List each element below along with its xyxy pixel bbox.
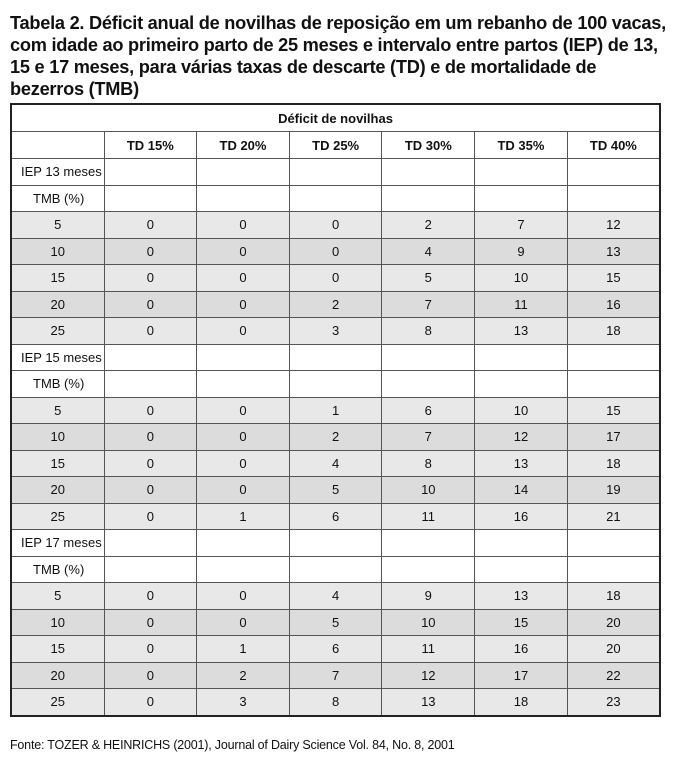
tmb-value: 5 [11,583,104,610]
column-header: TD 25% [289,132,382,159]
table-row [11,636,660,663]
deficit-value: 1 [197,636,290,663]
deficit-value: 7 [382,424,475,451]
deficit-value: 4 [289,583,382,610]
table-row [11,265,660,292]
deficit-value: 23 [567,689,660,716]
deficit-value: 11 [475,291,568,318]
deficit-value: 0 [104,291,197,318]
deficit-value: 0 [197,609,290,636]
table-row [11,424,660,451]
empty-cell [567,344,660,371]
deficit-value: 15 [567,265,660,292]
empty-cell [197,371,290,398]
deficit-value: 4 [382,238,475,265]
deficit-value: 0 [289,238,382,265]
deficit-value: 17 [567,424,660,451]
deficit-value: 20 [567,636,660,663]
empty-cell [567,530,660,557]
deficit-value: 14 [475,477,568,504]
empty-cell [382,185,475,212]
deficit-value: 16 [475,636,568,663]
deficit-value: 0 [197,238,290,265]
table-body [11,159,660,716]
deficit-value: 15 [475,609,568,636]
tmb-value: 20 [11,662,104,689]
empty-cell [382,530,475,557]
empty-cell [382,159,475,186]
tmb-value: 20 [11,477,104,504]
group-sublabel-row [11,556,660,583]
table-row [11,609,660,636]
deficit-value: 1 [197,503,290,530]
table-row [11,291,660,318]
table-row [11,212,660,239]
tmb-value: 25 [11,318,104,345]
deficit-value: 10 [475,265,568,292]
deficit-value: 18 [567,318,660,345]
deficit-value: 10 [475,397,568,424]
tmb-value: 10 [11,424,104,451]
deficit-value: 0 [104,662,197,689]
table-row [11,450,660,477]
table-row [11,318,660,345]
deficit-value: 8 [289,689,382,716]
deficit-value: 0 [289,212,382,239]
tmb-label: TMB (%) [11,371,104,398]
table-caption: Tabela 2. Déficit anual de novilhas de reposição em um rebanho de 100 vacas, com idade ao primeiro parto de 25 meses e intervalo entre partos (IEP) de 13, 15 e 17 meses, para várias taxas de descarte (TD) e de mortalidade de bezerros (TMB) [10,13,666,99]
deficit-value: 0 [197,424,290,451]
deficit-value: 10 [382,609,475,636]
deficit-value: 5 [289,609,382,636]
empty-cell [475,530,568,557]
empty-cell [567,185,660,212]
empty-cell [475,185,568,212]
deficit-value: 1 [289,397,382,424]
empty-cell [104,556,197,583]
empty-cell [567,371,660,398]
empty-cell [567,556,660,583]
deficit-value: 0 [197,397,290,424]
empty-cell [197,159,290,186]
deficit-value: 0 [197,318,290,345]
deficit-value: 0 [104,477,197,504]
deficit-value: 13 [475,318,568,345]
group-label-row [11,159,660,186]
deficit-value: 3 [197,689,290,716]
column-header: TD 40% [567,132,660,159]
deficit-value: 12 [475,424,568,451]
deficit-value: 8 [382,318,475,345]
deficit-value: 17 [475,662,568,689]
deficit-value: 18 [567,583,660,610]
tmb-value: 25 [11,503,104,530]
deficit-value: 7 [382,291,475,318]
empty-cell [567,159,660,186]
deficit-value: 7 [289,662,382,689]
deficit-value: 2 [289,291,382,318]
tmb-value: 20 [11,291,104,318]
empty-cell [382,556,475,583]
empty-cell [104,530,197,557]
deficit-value: 3 [289,318,382,345]
deficit-value: 5 [289,477,382,504]
tmb-value: 5 [11,397,104,424]
deficit-value: 8 [382,450,475,477]
empty-cell [104,185,197,212]
deficit-value: 11 [382,503,475,530]
deficit-value: 0 [104,636,197,663]
empty-cell [475,371,568,398]
deficit-value: 12 [382,662,475,689]
deficit-table [10,103,661,717]
deficit-value: 0 [197,212,290,239]
deficit-value: 2 [197,662,290,689]
empty-cell [289,371,382,398]
deficit-value: 22 [567,662,660,689]
group-sublabel-row [11,371,660,398]
deficit-value: 0 [289,265,382,292]
empty-cell [289,556,382,583]
deficit-value: 13 [567,238,660,265]
column-header-row [11,132,660,159]
deficit-value: 0 [104,503,197,530]
deficit-value: 6 [289,636,382,663]
deficit-value: 0 [197,265,290,292]
tmb-value: 5 [11,212,104,239]
header-group: Déficit de novilhas [11,104,660,132]
deficit-value: 0 [104,238,197,265]
tmb-label: TMB (%) [11,185,104,212]
deficit-value: 5 [382,265,475,292]
table-row [11,583,660,610]
column-header: TD 15% [104,132,197,159]
column-header: TD 35% [475,132,568,159]
deficit-value: 0 [104,583,197,610]
deficit-value: 9 [382,583,475,610]
tmb-label: TMB (%) [11,556,104,583]
group-label-row [11,530,660,557]
table-row [11,689,660,716]
deficit-value: 10 [382,477,475,504]
deficit-value: 11 [382,636,475,663]
empty-cell [197,556,290,583]
deficit-value: 2 [289,424,382,451]
empty-cell [475,159,568,186]
deficit-value: 4 [289,450,382,477]
group-label: IEP 13 meses [11,159,104,186]
empty-cell [289,344,382,371]
deficit-value: 13 [475,450,568,477]
deficit-value: 0 [104,318,197,345]
empty-cell [104,344,197,371]
deficit-value: 20 [567,609,660,636]
deficit-value: 9 [475,238,568,265]
tmb-value: 10 [11,238,104,265]
deficit-value: 0 [104,609,197,636]
group-label-row [11,344,660,371]
source-note: Fonte: TOZER & HEINRICHS (2001), Journal of Dairy Science Vol. 84, No. 8, 2001 [10,738,455,752]
empty-cell [382,371,475,398]
group-label: IEP 15 meses [11,344,104,371]
tmb-value: 15 [11,636,104,663]
empty-cell [289,185,382,212]
deficit-value: 0 [104,397,197,424]
deficit-value: 13 [382,689,475,716]
column-header: TD 30% [382,132,475,159]
tmb-value: 15 [11,450,104,477]
deficit-value: 19 [567,477,660,504]
empty-cell [475,556,568,583]
deficit-value: 7 [475,212,568,239]
deficit-value: 16 [567,291,660,318]
table-row [11,503,660,530]
column-header-blank [11,132,104,159]
table-row [11,662,660,689]
empty-cell [197,185,290,212]
deficit-value: 15 [567,397,660,424]
deficit-value: 16 [475,503,568,530]
group-label: IEP 17 meses [11,530,104,557]
deficit-value: 13 [475,583,568,610]
deficit-value: 6 [289,503,382,530]
deficit-value: 2 [382,212,475,239]
deficit-value: 0 [104,450,197,477]
tmb-value: 10 [11,609,104,636]
deficit-value: 0 [104,212,197,239]
empty-cell [104,159,197,186]
deficit-value: 21 [567,503,660,530]
tmb-value: 25 [11,689,104,716]
deficit-value: 6 [382,397,475,424]
deficit-value: 18 [475,689,568,716]
deficit-value: 0 [104,265,197,292]
group-sublabel-row [11,185,660,212]
deficit-value: 18 [567,450,660,477]
deficit-value: 0 [104,424,197,451]
deficit-value: 0 [197,291,290,318]
deficit-value: 12 [567,212,660,239]
empty-cell [104,371,197,398]
empty-cell [289,159,382,186]
deficit-value: 0 [104,689,197,716]
empty-cell [382,344,475,371]
tmb-value: 15 [11,265,104,292]
table-row [11,397,660,424]
column-header: TD 20% [197,132,290,159]
deficit-value: 0 [197,450,290,477]
empty-cell [197,344,290,371]
empty-cell [475,344,568,371]
table-row [11,477,660,504]
empty-cell [289,530,382,557]
table-row [11,238,660,265]
deficit-value: 0 [197,583,290,610]
empty-cell [197,530,290,557]
deficit-value: 0 [197,477,290,504]
